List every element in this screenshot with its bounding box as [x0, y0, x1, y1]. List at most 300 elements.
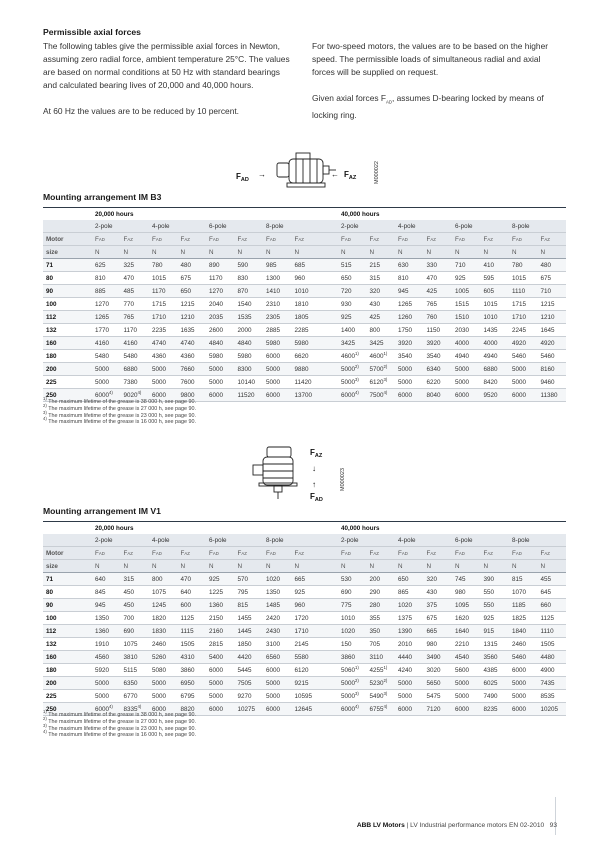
table-cell: 5060$^{1)}$	[338, 664, 367, 677]
table-cell: 925	[292, 586, 321, 599]
table-cell: 1015	[481, 298, 510, 311]
table-cell: 4600$^{1)}$	[338, 350, 367, 363]
page-footer: ABB LV Motors | LV Industrial performance motors EN 02-2010 93	[356, 822, 557, 829]
table-cell: 1390	[395, 625, 424, 638]
unit-header: N	[538, 246, 567, 259]
table-cell: 6880	[121, 363, 150, 376]
svg-text:FAD: $F_{AD}$	[236, 172, 249, 183]
table-cell: 5980	[292, 337, 321, 350]
table-cell: 6000	[452, 389, 481, 402]
table-cell: 705	[367, 638, 396, 651]
table-cell: 6000	[509, 703, 538, 716]
table-cell: 5000	[452, 376, 481, 389]
table-cell: 410	[481, 259, 510, 272]
table-cell: 425	[367, 311, 396, 324]
table-cell: 7600	[178, 376, 207, 389]
table-cell: 2885	[263, 324, 292, 337]
table-cell: 5000	[509, 376, 538, 389]
unit-header: N	[367, 246, 396, 259]
table-cell: 8535	[538, 690, 567, 703]
table-cell: 885	[92, 285, 121, 298]
table-cell: 780	[149, 259, 178, 272]
table-cell: 450	[121, 586, 150, 599]
table-cell: 6120$^{3)}$	[367, 376, 396, 389]
force-header: FAD	[395, 233, 424, 246]
arrow-right-icon: →	[258, 170, 266, 179]
intro-right-paragraph: Given axial forces $F_{AD}$, assumes D-bearing locked by means of locking ring.	[312, 93, 544, 120]
table-cell: 5000	[509, 677, 538, 690]
table-cell: 5460	[509, 651, 538, 664]
motor-size: 100	[43, 612, 92, 625]
table-cell: 430	[367, 298, 396, 311]
arrow-down-icon: ↓	[312, 464, 316, 473]
table-cell: 5000	[92, 376, 121, 389]
table-cell: 5460	[538, 350, 567, 363]
gap-cell	[320, 599, 338, 612]
table-cell: 6000	[206, 703, 235, 716]
table-cell: 9215	[292, 677, 321, 690]
table-cell: 1620	[452, 612, 481, 625]
poles-row	[43, 220, 566, 233]
table-cell: 5080	[149, 664, 178, 677]
force-header: FAZ	[367, 233, 396, 246]
table-cell: 4310	[178, 651, 207, 664]
table-cell: 5600	[452, 664, 481, 677]
table-cell: 4360	[178, 350, 207, 363]
table-cell: 630	[395, 259, 424, 272]
unit-row	[43, 560, 566, 573]
table-cell: 5000	[92, 363, 121, 376]
table-cell: 5000	[206, 363, 235, 376]
empty-cell	[43, 534, 92, 547]
table-cell: 640	[178, 586, 207, 599]
table-cell: 675	[424, 612, 453, 625]
unit-header: N	[178, 246, 207, 259]
table-cell: 5260	[149, 651, 178, 664]
table-cell: 325	[121, 259, 150, 272]
table-cell: 1455	[235, 612, 264, 625]
table-cell: 650	[338, 272, 367, 285]
table-cell: 5475	[424, 690, 453, 703]
pole-header: 4-pole	[149, 220, 206, 233]
unit-header: N	[481, 246, 510, 259]
unit-header: N	[481, 560, 510, 573]
motor-size: 160	[43, 651, 92, 664]
table-cell: 470	[121, 272, 150, 285]
pole-header: 2-pole	[92, 220, 149, 233]
table-cell: 2040	[206, 298, 235, 311]
table-cell: 6000$^{4)}$	[92, 389, 121, 402]
force-header: FAZ	[235, 547, 264, 560]
table-cell: 5000	[395, 376, 424, 389]
table-cell: 815	[235, 599, 264, 612]
table-cell: 1170	[206, 272, 235, 285]
gap-cell	[320, 285, 338, 298]
table-cell: 1360	[92, 625, 121, 638]
footnote: $^{2)}$ The maximum lifetime of the grease is 27 000 h, see page 90.	[43, 403, 196, 412]
gap-cell	[320, 259, 338, 272]
table-cell: 5000	[206, 690, 235, 703]
table-cell: 4480	[538, 651, 567, 664]
table-cell: 4160	[92, 337, 121, 350]
table-cell: 5000	[149, 677, 178, 690]
hours-header: 40,000 hours	[338, 208, 566, 221]
table-row	[43, 259, 566, 272]
table-cell: 925	[338, 311, 367, 324]
table-cell: 355	[367, 612, 396, 625]
table-cell: 8160	[538, 363, 567, 376]
table-cell: 2285	[292, 324, 321, 337]
hours-header: 20,000 hours	[92, 208, 320, 221]
table-cell: 6000	[395, 703, 424, 716]
table-cell: 925	[452, 272, 481, 285]
table-cell: 650	[178, 285, 207, 298]
table-cell: 5980	[235, 350, 264, 363]
gap-cell	[320, 677, 338, 690]
table-cell: 1720	[292, 612, 321, 625]
force-header: FAD	[92, 233, 121, 246]
table-cell: 4940	[452, 350, 481, 363]
table-cell: 3810	[121, 651, 150, 664]
page-number: 93	[549, 822, 557, 829]
force-header: FAZ	[292, 547, 321, 560]
table-cell: 1840	[509, 625, 538, 638]
table-cell: 1485	[263, 599, 292, 612]
table-cell: 470	[424, 272, 453, 285]
footnotes-b3	[43, 396, 196, 426]
table-cell: 3920	[424, 337, 453, 350]
motor-size: 90	[43, 285, 92, 298]
size-label: size	[43, 246, 92, 259]
motor-label: Motor	[43, 233, 92, 246]
table-cell: 7490	[481, 690, 510, 703]
table-cell: 865	[395, 586, 424, 599]
table-cell: 5000	[452, 677, 481, 690]
gap-cell	[320, 573, 338, 586]
unit-header: N	[338, 246, 367, 259]
unit-header: N	[235, 560, 264, 573]
motor-size: 80	[43, 586, 92, 599]
intro-left	[43, 40, 295, 118]
force-header: FAD	[452, 547, 481, 560]
table-cell: 1010	[338, 612, 367, 625]
table-cell: 430	[424, 586, 453, 599]
footnote: $^{4)}$ The maximum lifetime of the grease is 16 000 h, see page 90.	[43, 416, 196, 426]
table-cell: 1110	[538, 625, 567, 638]
table-cell: 2210	[452, 638, 481, 651]
motor-size: 160	[43, 337, 92, 350]
table-cell: 7660	[178, 363, 207, 376]
table-cell: 5000	[263, 376, 292, 389]
table-cell: 5000	[509, 690, 538, 703]
table-cell: 945	[92, 599, 121, 612]
table-cell: 315	[367, 272, 396, 285]
table-cell: 5000	[395, 363, 424, 376]
table-cell: 3540	[395, 350, 424, 363]
force-header: FAZ	[424, 233, 453, 246]
table-cell: 5000	[263, 690, 292, 703]
table-cell: 1350	[263, 586, 292, 599]
unit-header: N	[538, 560, 567, 573]
pole-header: 6-pole	[206, 220, 263, 233]
pole-header: 4-pole	[395, 534, 452, 547]
table-cell: 5000	[149, 690, 178, 703]
table-cell: 5230$^{2)}$	[367, 677, 396, 690]
table-cell: 645	[538, 586, 567, 599]
gap-cell	[320, 638, 338, 651]
force-header: FAZ	[121, 233, 150, 246]
table-cell: 1010	[292, 285, 321, 298]
table-cell: 2145	[292, 638, 321, 651]
table-cell: 2305	[263, 311, 292, 324]
motor-size: 71	[43, 259, 92, 272]
force-row	[43, 233, 566, 246]
table-cell: 765	[121, 311, 150, 324]
table-cell: 980	[424, 638, 453, 651]
table-cell: 9880	[292, 363, 321, 376]
intro-left-paragraph: The following tables give the permissible axial forces in Newton, assuming zero radial force, ambient temperature 25°C. The values are based on normal conditions at 50 Hz with standard bearings and calculated bearing lives of 20,000 and 40,000 hours.	[43, 41, 290, 90]
force-header: FAD	[149, 233, 178, 246]
table-row	[43, 337, 566, 350]
table-cell: 6025	[481, 677, 510, 690]
force-header: FAD	[452, 233, 481, 246]
table-cell: 1265	[92, 311, 121, 324]
pole-header: 2-pole	[338, 534, 395, 547]
table-cell: 4160	[121, 337, 150, 350]
table-cell: 6350	[121, 677, 150, 690]
footnote: $^{4)}$ The maximum lifetime of the grease is 16 000 h, see page 90.	[43, 729, 196, 739]
table-row	[43, 311, 566, 324]
table-cell: 1350	[92, 612, 121, 625]
table-cell: 1315	[481, 638, 510, 651]
table-cell: 390	[481, 573, 510, 586]
table-cell: 1645	[538, 324, 567, 337]
table-cell: 710	[538, 285, 567, 298]
unit-header: N	[292, 246, 321, 259]
table-cell: 7435	[538, 677, 567, 690]
table-title: Mounting arrangement IM V1	[43, 506, 161, 516]
table-cell: 6000$^{4)}$	[338, 389, 367, 402]
table-cell: 2420	[263, 612, 292, 625]
gap-cell	[320, 389, 338, 402]
motor-size: 200	[43, 363, 92, 376]
table-cell: 6220	[424, 376, 453, 389]
table-cell: 1640	[452, 625, 481, 638]
table-cell: 1185	[509, 599, 538, 612]
svg-text:FAD: $F_{AD}$	[310, 492, 323, 503]
table-cell: 1150	[424, 324, 453, 337]
table-cell: 2460	[509, 638, 538, 651]
force-header: FAD	[509, 233, 538, 246]
table-cell: 5000$^{3)}$	[338, 690, 367, 703]
table-cell: 2010	[395, 638, 424, 651]
motor-v1-figure	[250, 445, 350, 505]
motor-size: 225	[43, 376, 92, 389]
table-cell: 1015	[149, 272, 178, 285]
table-cell: 1170	[121, 324, 150, 337]
table-row	[43, 664, 566, 677]
unit-header: N	[149, 560, 178, 573]
table-cell: 8335$^{4)}$	[121, 703, 150, 716]
table-cell: 5000	[452, 690, 481, 703]
table-cell: 320	[424, 573, 453, 586]
unit-header: N	[206, 560, 235, 573]
table-cell: 945	[395, 285, 424, 298]
table-cell: 1225	[206, 586, 235, 599]
table-cell: 5580	[292, 651, 321, 664]
table-cell: 590	[235, 259, 264, 272]
table-cell: 6000	[263, 389, 292, 402]
table-cell: 1125	[538, 612, 567, 625]
unit-header: N	[149, 246, 178, 259]
table-cell: 605	[481, 285, 510, 298]
table-cell: 915	[481, 625, 510, 638]
force-header: FAD	[206, 547, 235, 560]
force-header: FAD	[509, 547, 538, 560]
table-cell: 665	[424, 625, 453, 638]
table-cell: 2245	[509, 324, 538, 337]
table-cell: 5000	[263, 677, 292, 690]
table-cell: 330	[424, 259, 453, 272]
table-cell: 5000	[263, 363, 292, 376]
table-cell: 9520	[481, 389, 510, 402]
table-row	[43, 677, 566, 690]
table-cell: 4740	[149, 337, 178, 350]
table-cell: 10595	[292, 690, 321, 703]
table-cell: 6620	[292, 350, 321, 363]
table-cell: 2460	[149, 638, 178, 651]
table-cell: 4540	[452, 651, 481, 664]
table-cell: 985	[263, 259, 292, 272]
table-cell: 5000	[206, 376, 235, 389]
table-cell: 925	[206, 573, 235, 586]
unit-header: N	[452, 560, 481, 573]
force-header: FAZ	[481, 233, 510, 246]
unit-header: N	[263, 560, 292, 573]
table-cell: 1070	[509, 586, 538, 599]
table-cell: 2310	[263, 298, 292, 311]
table-cell: 5000	[206, 677, 235, 690]
table-cell: 6560	[263, 651, 292, 664]
table-cell: 690	[121, 625, 150, 638]
gap-cell	[320, 246, 338, 259]
force-header: FAZ	[538, 547, 567, 560]
table-cell: 6000	[509, 664, 538, 677]
gap-cell	[320, 664, 338, 677]
table-cell: 1710	[149, 311, 178, 324]
table-cell: 6000	[263, 664, 292, 677]
motor-size: 71	[43, 573, 92, 586]
table-cell: 1210	[538, 311, 567, 324]
table-row	[43, 586, 566, 599]
unit-header: N	[92, 560, 121, 573]
table-cell: 5000$^{2)}$	[338, 677, 367, 690]
table-cell: 5490$^{3)}$	[367, 690, 396, 703]
footnote: $^{1)}$ The maximum lifetime of the grease is 38 000 h, see page 90.	[43, 396, 196, 405]
table-cell: 1095	[452, 599, 481, 612]
table-cell: 925	[481, 612, 510, 625]
gap-cell	[320, 324, 338, 337]
table-cell: 2430	[263, 625, 292, 638]
table-cell: 4900	[538, 664, 567, 677]
force-header: FAZ	[178, 547, 207, 560]
table-cell: 290	[367, 586, 396, 599]
force-header: FAZ	[481, 547, 510, 560]
table-cell: 13700	[292, 389, 321, 402]
force-header: FAD	[395, 547, 424, 560]
table-cell: 625	[92, 259, 121, 272]
table-cell: 7120	[424, 703, 453, 716]
table-cell: 9020$^{4)}$	[121, 389, 150, 402]
table-cell: 1375	[395, 612, 424, 625]
table-cell: 8420	[481, 376, 510, 389]
table-cell: 6000	[263, 703, 292, 716]
motor-size: 250	[43, 703, 92, 716]
unit-header: N	[424, 560, 453, 573]
table-cell: 10140	[235, 376, 264, 389]
gap-cell	[320, 690, 338, 703]
unit-header: N	[509, 560, 538, 573]
motor-size: 250	[43, 389, 92, 402]
table-row	[43, 363, 566, 376]
pole-header: 6-pole	[452, 534, 509, 547]
arrow-left-icon: ←	[331, 170, 339, 179]
arrow-up-icon: ↑	[312, 480, 316, 489]
table-cell: 4440	[395, 651, 424, 664]
table-cell: 1245	[149, 599, 178, 612]
table-cell: 5480	[121, 350, 150, 363]
table-cell: 5000	[149, 376, 178, 389]
pole-header: 4-pole	[149, 534, 206, 547]
table-cell: 3425	[367, 337, 396, 350]
table-cell: 815	[509, 573, 538, 586]
table-cell: 4000	[481, 337, 510, 350]
table-cell: 7505	[235, 677, 264, 690]
table-cell: 480	[178, 259, 207, 272]
gap-cell	[320, 612, 338, 625]
pole-header: 8-pole	[263, 220, 320, 233]
table-cell: 6950	[178, 677, 207, 690]
table-cell: 2150	[206, 612, 235, 625]
table-cell: 5000	[149, 363, 178, 376]
pole-header: 6-pole	[452, 220, 509, 233]
table-cell: 2235	[149, 324, 178, 337]
force-header: FAD	[92, 547, 121, 560]
table-cell: 4385	[481, 664, 510, 677]
motor-size: 200	[43, 677, 92, 690]
table-cell: 6000	[206, 664, 235, 677]
table-cell: 4920	[538, 337, 567, 350]
table-cell: 1020	[338, 625, 367, 638]
table-cell: 765	[424, 298, 453, 311]
gap-cell	[320, 651, 338, 664]
table-cell: 1770	[92, 324, 121, 337]
table-row	[43, 324, 566, 337]
table-cell: 9800	[178, 389, 207, 402]
table-cell: 485	[121, 285, 150, 298]
table-cell: 5920	[92, 664, 121, 677]
pole-header: 4-pole	[395, 220, 452, 233]
table-cell: 1300	[263, 272, 292, 285]
table-cell: 6000$^{4)}$	[338, 703, 367, 716]
unit-header: N	[178, 560, 207, 573]
table-row	[43, 690, 566, 703]
table-cell: 470	[178, 573, 207, 586]
table-cell: 1170	[149, 285, 178, 298]
footnote: $^{1)}$ The maximum lifetime of the grease is 38 000 h, see page 90.	[43, 709, 196, 718]
table-cell: 660	[538, 599, 567, 612]
motor-size: 180	[43, 664, 92, 677]
